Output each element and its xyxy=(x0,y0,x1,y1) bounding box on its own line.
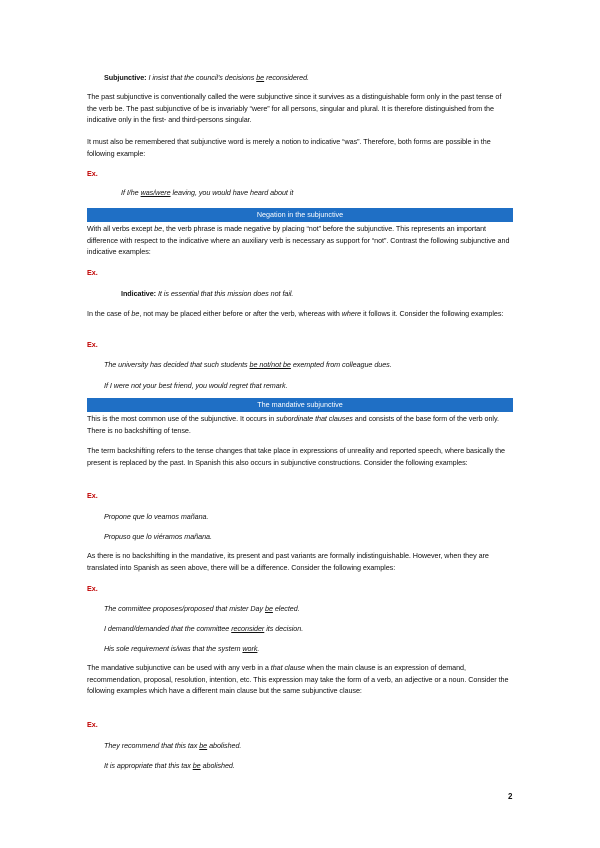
example-best-friend: If I were not your best friend, you would regret that remark. xyxy=(104,381,288,390)
paragraph-was-were: It must also be remembered that subjunctive word is merely a notion to indicative “was”. Therefore, both forms are possible in the following example: xyxy=(87,137,491,158)
paragraph-mandative-usage: The mandative subjunctive can be used with any verb in a that clause when the main clause is an expression of demand, recommendation, proposal, resolution, intention, etc. This expression may take the form of a verb, an adjective or a noun. Consider the following examples which have a different main clause but the same subjunctive clause: xyxy=(87,663,509,696)
example-committee: The committee proposes/proposed that mister Day be elected. xyxy=(104,604,300,613)
example-appropriate: It is appropriate that this tax be abolished. xyxy=(104,761,235,770)
example-recommend: They recommend that this tax be abolished. xyxy=(104,741,242,750)
example-university: The university has decided that such students be not/not be exempted from colleague dues. xyxy=(104,360,392,369)
indicative-example: Indicative: It is essential that this mission does not fail. xyxy=(121,289,294,298)
example-propone: Propone que lo veamos mañana. xyxy=(104,512,209,521)
example-label: Ex. xyxy=(87,169,98,178)
section-heading-mandative: The mandative subjunctive xyxy=(87,398,513,412)
paragraph-past-subjunctive: The past subjunctive is conventionally called the were subjunctive since it survives as a distinguishable form only in the past tense of the verb be. The past subjunctive of be is invariably “were” for all persons, singular and plural. It is therefore distinguished from the indicative only in the first- and third-persons singular. xyxy=(87,92,502,125)
example-label: Ex. xyxy=(87,584,98,593)
section-heading-negation: Negation in the subjunctive xyxy=(87,208,513,222)
example-label: Ex. xyxy=(87,268,98,277)
example-label: Ex. xyxy=(87,340,98,349)
paragraph-mandative: This is the most common use of the subjunctive. It occurs in subordinate that clauses and consists of the base form of the verb only. There is no backshifting of tense. xyxy=(87,414,499,435)
example-was-were: If I/he was/were leaving, you would have heard about it xyxy=(121,188,294,197)
paragraph-backshifting: The term backshifting refers to the tense changes that take place in expressions of unreality and reported speech, where basically the present is replaced by the past. In Spanish this also occurs in subjunctive constructions. Consider the following examples: xyxy=(87,446,506,467)
example-propuso: Propuso que lo viéramos mañana. xyxy=(104,532,212,541)
example-label: Ex. xyxy=(87,720,98,729)
paragraph-negation: With all verbs except be, the verb phrase is made negative by placing “not” before the subjunctive. This represents an important difference with respect to the indicative where an auxiliary verb is necessary as support for “not”. Contrast the following subjunctive and indicative examples: xyxy=(87,224,510,257)
page-number: 2 xyxy=(508,792,513,801)
paragraph-no-backshifting: As there is no backshifting in the mandative, its present and past variants are formally indistinguishable. However, when they are translated into Spanish as seen above, there will be a difference. Consider the following examples: xyxy=(87,551,489,572)
example-label: Ex. xyxy=(87,491,98,500)
subjunctive-example: Subjunctive: I insist that the council's decisions be reconsidered. xyxy=(104,73,309,82)
example-requirement: His sole requirement is/was that the system work. xyxy=(104,644,260,653)
example-demand: I demand/demanded that the committee reconsider its decision. xyxy=(104,624,304,633)
paragraph-case-of-be: In the case of be, not may be placed either before or after the verb, whereas with where it follows it. Consider the following examples: xyxy=(87,309,504,318)
